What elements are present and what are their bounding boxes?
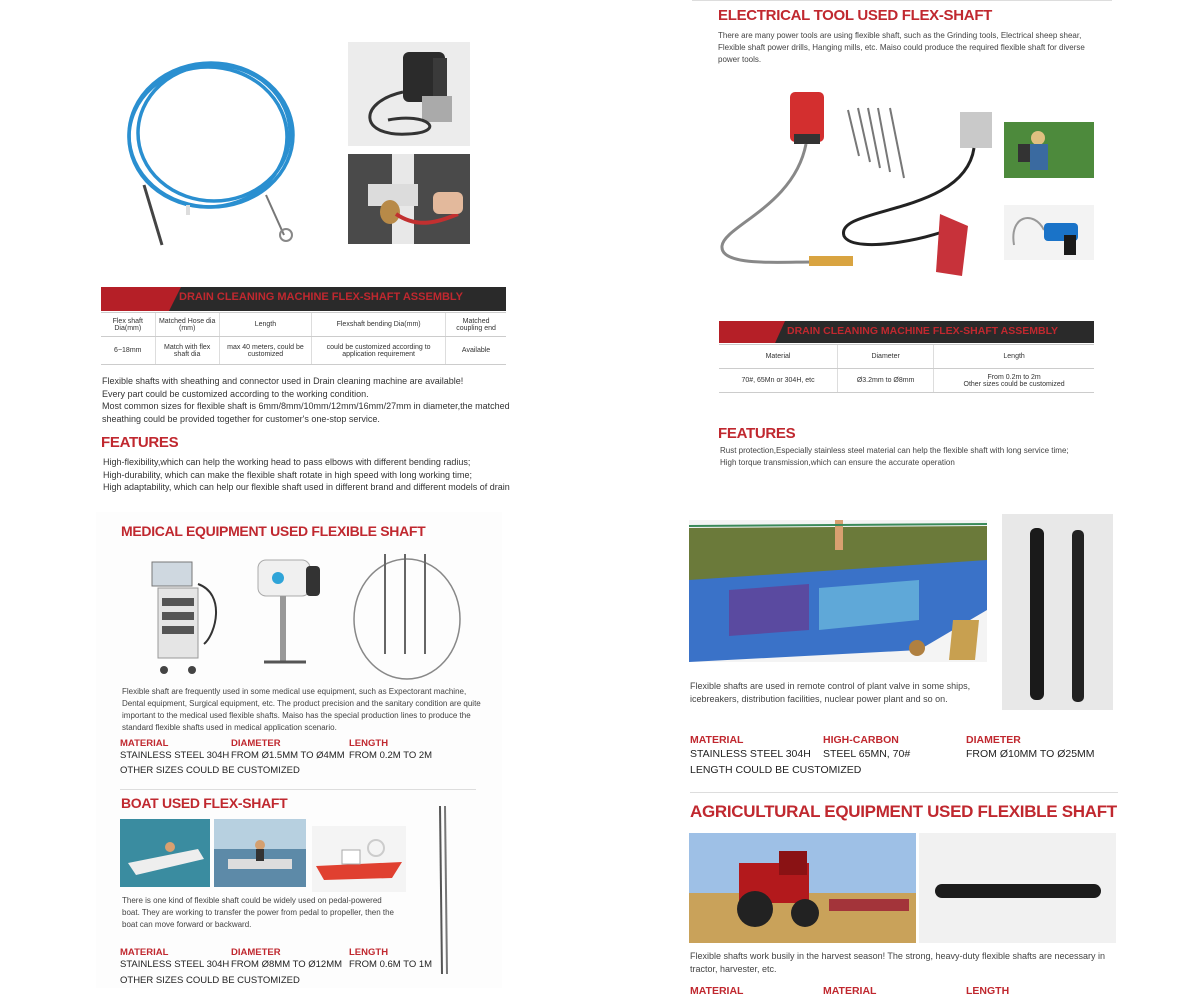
boat-spec-label: DIAMETER <box>231 947 281 958</box>
table-cell: From 0.2m to 2m Other sizes could be customized <box>934 369 1094 393</box>
ship-spec-value: STAINLESS STEEL 304H <box>690 748 811 760</box>
medical-spec-value: STAINLESS STEEL 304H <box>120 750 230 761</box>
electrical-title: ELECTRICAL TOOL USED FLEX-SHAFT <box>718 7 993 24</box>
medical-spec-value: FROM 0.2M TO 2M <box>349 750 433 761</box>
ship-spec-label: MATERIAL <box>690 734 744 746</box>
drain-features-list <box>103 456 513 494</box>
drain-machine-image <box>348 42 470 146</box>
drain-assembly-banner-title: DRAIN CLEANING MACHINE FLEX-SHAFT ASSEMBLY <box>179 291 463 303</box>
table-cell: 70#, 65Mn or 304H, etc <box>719 369 838 393</box>
table-cell: Available <box>446 337 506 365</box>
black-shaft-pair-image <box>1002 514 1113 710</box>
feature-item: High torque transmission,which can ensure the accurate operation <box>720 458 955 467</box>
drain-features-title: FEATURES <box>101 434 179 451</box>
boat-photo-2 <box>214 819 306 887</box>
electrical-spec-table <box>719 344 1094 393</box>
feature-item: High adaptability, which can help our flexible shaft used in different brand and different models of drain <box>103 482 510 492</box>
electrical-features-list <box>720 445 1100 469</box>
electrical-assembly-banner <box>719 321 1094 343</box>
medical-spec-label: LENGTH <box>349 738 389 749</box>
medical-spec-value: FROM Ø1.5MM TO Ø4MM <box>231 750 345 761</box>
boat-spec-label: MATERIAL <box>120 947 169 958</box>
tractor-photo <box>689 833 916 943</box>
section-divider <box>690 792 1118 793</box>
boat-photo-1 <box>120 819 210 887</box>
ship-hull-image <box>689 520 987 662</box>
description-line: Most common sizes for flexible shaft is 6mm/8mm/10mm/12mm/16mm/27mm in diameter,the matched sheathing could be provided together for customer's one-stop service. <box>102 401 510 424</box>
agri-title: AGRICULTURAL EQUIPMENT USED FLEXIBLE SHAFT <box>690 802 1117 821</box>
table-header: Length <box>934 345 1094 369</box>
medical-spec-label: DIAMETER <box>231 738 281 749</box>
drain-spec-table <box>101 312 506 365</box>
power-drill-photo <box>1004 205 1094 260</box>
feature-item: Rust protection,Especially stainless steel material can help the flexible shaft with long service time; <box>720 446 1069 455</box>
agri-description: Flexible shafts work busily in the harvest season! The strong, heavy-duty flexible shafts are necessary in tractor, harvester, etc. <box>690 951 1106 974</box>
medical-boat-panel <box>96 512 502 988</box>
blue-coiled-shaft-image <box>116 45 316 255</box>
table-cell: could be customized according to application requirement <box>312 337 446 365</box>
ship-spec-value: STEEL 65MN, 70# <box>823 748 911 760</box>
power-tools-image <box>714 86 1004 276</box>
boat-description: There is one kind of flexible shaft could be widely used on pedal-powered boat. They are working to transfer the power from pedal to propeller, then the boat can move forward or backward. <box>122 896 395 929</box>
boat-title: BOAT USED FLEX-SHAFT <box>121 795 288 811</box>
table-cell: max 40 meters, could be customized <box>219 337 311 365</box>
electrical-assembly-banner-title: DRAIN CLEANING MACHINE FLEX-SHAFT ASSEMBLY <box>787 325 1059 337</box>
feature-item: High-flexibility,which can help the working head to pass elbows with different bending radius; <box>103 457 471 467</box>
drain-assembly-banner <box>101 287 506 311</box>
agri-spec-label: MATERIAL <box>823 985 877 997</box>
table-header: Matched coupling end <box>446 313 506 337</box>
table-cell: 6~18mm <box>101 337 155 365</box>
table-header: Flex shaft Dia(mm) <box>101 313 155 337</box>
boat-shaft-rods-image <box>434 804 454 976</box>
table-cell: Ø3.2mm to Ø8mm <box>838 369 934 393</box>
ship-spec-label: DIAMETER <box>966 734 1021 746</box>
medical-spec-label: MATERIAL <box>120 738 169 749</box>
medical-note: OTHER SIZES COULD BE CUSTOMIZED <box>120 765 300 776</box>
top-divider <box>692 0 1112 1</box>
boat-spec-value: FROM 0.6M TO 1M <box>349 959 433 970</box>
feature-item: High-durability, which can make the flexible shaft rotate in high speed with long working time; <box>103 469 473 480</box>
table-header: Matched Hose dia (mm) <box>155 313 219 337</box>
table-header: Material <box>719 345 838 369</box>
pedal-boat-image <box>312 826 406 892</box>
table-cell: Match with flex shaft dia <box>155 337 219 365</box>
agri-spec-label: MATERIAL <box>690 985 744 997</box>
medical-equipment-image <box>146 554 236 684</box>
drain-cleaning-panel <box>96 0 514 495</box>
electrical-intro: There are many power tools are using flexible shaft, such as the Grinding tools, Electrical sheep shear, Flexible shaft power drills, Hanging mills, etc. Maiso could produce the required flexible shaft for diverse power tools. <box>718 31 1085 64</box>
table-header: Flexshaft bending Dia(mm) <box>312 313 446 337</box>
agri-spec-label: LENGTH <box>966 985 1010 997</box>
boat-spec-value: FROM Ø8MM TO Ø12MM <box>231 959 343 970</box>
boat-spec-label: LENGTH <box>349 947 389 958</box>
electrical-tool-panel <box>692 0 1112 495</box>
section-divider <box>120 789 476 790</box>
drain-description <box>102 375 512 425</box>
ship-description: Flexible shafts are used in remote control of plant valve in some ships, icebreakers, distribution facilities, nuclear power plant and so on. <box>690 681 971 704</box>
description-line: Flexible shafts with sheathing and connector used in Drain cleaning machine are available! <box>102 376 464 386</box>
ship-agri-panel <box>670 508 1122 1000</box>
boat-spec-value: STAINLESS STEEL 304H <box>120 959 230 970</box>
sheep-shearing-photo <box>1004 122 1094 178</box>
medical-description: Flexible shaft are frequently used in some medical use equipment, such as Expectorant machine, Dental equipment, Surgical equipment, etc. The product precision and the sanitary condition are quite important to the medical used flexible shafts. Maiso has the special production lines to produce the standard flexible shafts used in medical application scenario. <box>122 687 481 732</box>
expectorant-machine-image <box>248 546 328 682</box>
ship-spec-value: FROM Ø10MM TO Ø25MM <box>966 748 1095 760</box>
description-line: Every part could be customized according to the working condition. <box>102 388 369 399</box>
agri-shaft-image <box>919 833 1116 943</box>
pipe-cleaning-image <box>348 154 470 244</box>
boat-note: OTHER SIZES COULD BE CUSTOMIZED <box>120 975 300 986</box>
electrical-features-title: FEATURES <box>718 425 796 442</box>
ship-spec-label: HIGH-CARBON <box>823 734 899 746</box>
table-header: Length <box>219 313 311 337</box>
medical-title: MEDICAL EQUIPMENT USED FLEXIBLE SHAFT <box>121 523 426 539</box>
ship-note: LENGTH COULD BE CUSTOMIZED <box>690 764 862 776</box>
table-header: Diameter <box>838 345 934 369</box>
medical-shaft-loop-image <box>350 544 464 694</box>
